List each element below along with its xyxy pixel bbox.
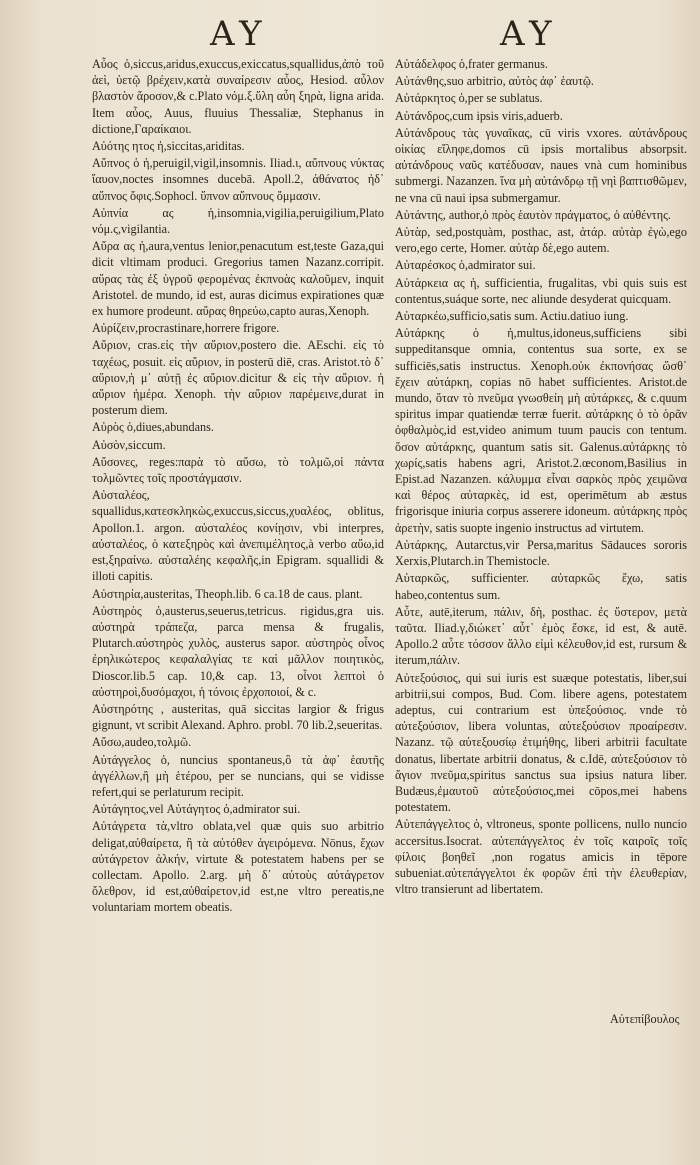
- dictionary-entry: Αὐπνία ας ἡ,insomnia,vigilia,peruigilium,Plato νόμ.ς,vigilantia.: [92, 205, 384, 237]
- dictionary-entry: Αὐσὸν,siccum.: [92, 437, 166, 452]
- catchword: Αὐτεπίβουλος: [610, 1012, 680, 1026]
- dictionary-entry: Αὐτάρκητος ὁ,per se sublatus.: [395, 91, 543, 106]
- dictionary-entry: Αὐτάγγελος ὁ, nuncius spontaneus,ὃ τὰ ἀφ᾽ ἑαυτῆς ἀγγέλλων,ἢ μὴ ἑτέρου, per se nuncians, qui se vidisse refert,qui se perlaturum recipit.: [92, 752, 384, 799]
- dictionary-entry: Αὐσταλέος, squallidus,κατεσκληκὼς,exuccus,siccus,χυαλέος, oblitus, Apollon.1. argon. αὐσταλέος κονίῃσιν, vbi interpres, αὐσταλέος, ὁ κατεξηρὸς καὶ ἀνεπιμέλητος,à verbo αὔω,id est,ξηραίνω. αὐσταλέης κεφαλῆς,in Epigram. squallidi & illoti capitis.: [92, 488, 384, 584]
- dictionary-entry: Αὐότης ητος ἡ,siccitas,ariditas.: [92, 139, 245, 154]
- dictionary-entry: Αὐτάγητος,vel Αὐτάγητος ὁ,admirator sui.: [92, 802, 301, 817]
- dictionary-entry: Αὔρα ας ἡ,aura,ventus lenior,penacutum est,teste Gaza,qui dicit vltimam produci. Gregorius tamen Nazanz.corripit. αὔρας τὰς ἐξ ὑγροῦ φερομένας ἐκπνοὰς καλοῦμεν, inquit Aristotel. de mundo, id est, auras dicimus expirationes quæ ex humore prodeunt. αὔρας θηρεύω,capto auras,Xenoph.: [92, 239, 384, 319]
- right-column: [395, 56, 687, 898]
- dictionary-entry: Αὔριον, cras.εἰς τὴν αὔριον,postero die. AEschi. εἰς τὸ ταχέως, posuit. εἰς αὔριον, in posterū diē, cras. Aristot.τὸ δ᾽ αὔριον,ἡ μ᾽ αὐτῇ ἐς αὔριον.dicitur & εἰς τὴν αὔριον. ἡ αὔριον ἡμέρα. Xenoph. τὴν αὔριον παρέμεινε,durat in posterum diem.: [92, 338, 384, 418]
- dictionary-entry: Αὐτάρκης, Autarctus,vir Persa,maritus Sādauces sororis Xerxis,Plutarch.in Themistocle.: [395, 537, 687, 569]
- dictionary-entry: Αὖος ὁ,siccus,aridus,exuccus,exiccatus,squallidus,ἀπὸ τοῦ ἀεὶ, ὑετῷ βρέχειν,κατὰ συναίρεσιν αὖος, Hesiod. αὖλον βλαστὸν ἄροσον,& c.Plato νόμ.ξ.ὕλη αὖη ξηρὰ, ligna arida. Item αὖος, Auus, fluuius Thessaliæ, Stephanus in dictione,Γαραίκαιοι.: [92, 57, 384, 136]
- dictionary-entry: Αὐτάρκεια ας ἡ, sufficientia, frugalitas, vbi quis suis est contentus,suáque sorte, nec aliunde desyderat quicquam.: [395, 275, 687, 306]
- dictionary-entry: Αὐστηρότης , austeritas, quā siccitas largior & frigus gignunt, vt scribit Alexand. Aphro. probl. 70 lib.2,seueritas.: [92, 701, 384, 733]
- dictionary-entry: Αὐρὸς ὁ,diues,abundans.: [92, 420, 214, 435]
- dictionary-entry: Αὐστηρὸς ὁ,austerus,seuerus,tetricus. rigidus,gra uis. αὐστηρὰ τράπεζα, parca mensa & frugalis, Plutarch.αὐστηρὸς χυλὸς, austerus sapor. αὐστηρὸς οἶνος ἐρηλικώτερος κεφαλαλγίας τε καὶ μᾶλλον ποιητικὸς, Dioscor.lib.5 cap. 10,& cap. 13, οἶνοι λεπτοὶ ὁ αὐστηροὶ,δυσόμαχοι, ἡ τόνοις ἐρχοποιοί, & c.: [92, 603, 384, 699]
- dictionary-entry: Αὐστηρία,austeritas, Theoph.lib. 6 ca.18 de caus. plant.: [92, 586, 363, 601]
- dictionary-entry: Αὐταρκῶς, sufficienter. αὐταρκῶς ἔχω, satis habeo,contentus sum.: [395, 571, 687, 602]
- dictionary-entry: Αὔσω,audeo,τολμῶ.: [92, 735, 192, 750]
- dictionary-entry: Αὐταρέσκος ὁ,admirator sui.: [395, 258, 536, 273]
- dictionary-entry: Αὐτεπάγγελτος ὁ, vltroneus, sponte pollicens, nullo nuncio accersitus.Isocrat. αὐτεπάγγελτος ἐν τοῖς καιροῖς τοῖς φίλοις βοηθεῖ ,non rogatus amicis in tēpore subueniat.αὐτεπάγγελτοι ἐκ φορῶν ἐπὶ τὴν ἐλευθερίαν, vltro transierunt ad libertatem.: [395, 817, 687, 897]
- dictionary-entry: Αὐτάντης, author,ὁ πρὸς ἑαυτὸν πράγματος, ὁ αὐθέντης.: [395, 207, 671, 222]
- dictionary-entry: Αὐταρκέω,sufficio,satis sum. Actiu.datiuo iung.: [395, 309, 629, 324]
- dictionary-entry: Αὐτάγρετα τὰ,vltro oblata,vel quæ quis suo arbitrio deligat,αὐθαίρετα, ἢ τὰ αὐτόθεν ἀγειρόμενα. Nōnus, ἔχων αὐτάγρετον ἀλκήν, virtute & potestatem habens per se collectam. Apollo. 2.arg. μὴ δ᾽ αὐτοὺς αὐτάγρετον ὄλεθρον, id est,αὐθαίρετον,id est,ne vltro pereatis,ne voluntariam mortem obeatis.: [92, 819, 384, 915]
- dictionary-entry: Αὐτάνδρους τὰς γυναῖκας, cū viris vxores. αὐτάνδρους οἰκίας εἴληφε,domos cū ipsis mortalibus absorpsit. αὐτάνδρους ναῦς κατέδυσαν, naues vnà cum hominibus submergi. Nazanzen. ἵνα μὴ αὐτάνδρῳ τῇ νηὶ βαπτισθῶμεν, ne vna cū naui ipsa submergamur.: [395, 125, 687, 205]
- dictionary-entry: Αὐρίζειν,procrastinare,horrere frigore.: [92, 321, 280, 336]
- dictionary-entry: Αὐτάδελφος ὁ,frater germanus.: [395, 57, 548, 71]
- left-column: [92, 56, 384, 917]
- dictionary-entry: Αὔπνος ὁ ἡ,peruigil,vigil,insomnis. Iliad.ι, αὔπνους νύκτας ἴαυον,noctes insomnes ducebā. Apoll.2, ἀθάνατος ἠδ᾽ αὔπνος ὄφις.Sophocl. ὕπνον αὔπνους ὄμμασιν.: [92, 156, 384, 203]
- running-header-left: AY: [210, 14, 268, 54]
- running-header-right: AY: [500, 14, 558, 54]
- dictionary-entry: Αὐτάνδρος,cum ipsis viris,aduerb.: [395, 108, 563, 123]
- dictionary-entry: Αὐτεξούσιος, qui sui iuris est suæque potestatis, liber,sui arbitrii,sui compos, Bud. Com. libere agens, potestatem adeptus, cui contrarium est ὑπεξούσιος. vnde τὸ αὐτεξούσιον, libera voluntas, αὐτεξούσιον προαίρεσιν. Nazanz. τῷ αὐτεξουσίῳ ἐτιμήθης, liberi arbitrii facultate donatus, libertate arbitrii donatus, & c.Idē, αὐτεξούσιον τὸ ἅγιον πνεῦμα,spiritus sanctus sua ipsius natura liber. Budæus,ἐμαυτοῦ αὐτεξούσιος,mei cōpos,mei habens potestatem.: [395, 670, 687, 815]
- dictionary-entry: Αὔσονες, reges:παρὰ τὸ αὔσω, τὸ τολμῶ,οἱ πάντα τολμῶντες τοῖς προστάγμασιν.: [92, 454, 384, 486]
- dictionary-entry: Αὐτάνθης,suo arbitrio, αὐτὸς ἀφ᾽ ἑαυτῷ.: [395, 74, 594, 89]
- dictionary-entry: Αὐτάρκης ὁ ἡ,multus,idoneus,sufficiens sibi suppeditansque omnia, contentus sua sorte, ex se sufficiēs,satis instructus. Xenoph.οὐκ ἐκπονήσας ὥσθ᾽ ἔχειν αὐτάρκη, copias nō habet sufficientes. Aristot.de mundo, ὅταν τὸ πνεῦμα γνωσθείη μὴ αὐτάρκες, & c.quum spiritus impar quatiendæ terræ fuerit. αὐτάρκης ὁ τὸ ὁρᾶν ὀφθαλμὸς,id est,video animum tuum paucis con tentum. ὅσον αὐτάρκης, quantum satis sit. Galenus.αὐτάρκης τὸ χωρίς,satis habens agri, Aristot.2.œconom,Basilius in Epist.ad Nazanzen. κάλυμμα εἶναι σαρκὸς πρὸς χειμῶνα καὶ θέρος αὐταρκὲς, id est, operimētum ab æstus frigorisque iniuria corpus asserere idoneum. αὐτάρκης πρὸς ἀρετὴν, satis suopte ingenio instructus ad virtutem.: [395, 326, 687, 535]
- dictionary-entry: Αὖτε, autē,iterum, πάλιν, δὴ, posthac. ἐς ὕστερον, μετὰ ταῦτα. Iliad.γ,διώκετ᾽ αὖτ᾽ ἐμὸς ἔσκε, id est, & autē. Apollo.2 αὖτε τόσσον ἄλλο εἰμὶ κέλευθον,id est, rursum & iterum,πάλιν.: [395, 604, 687, 668]
- dictionary-entry: Αὐτὰρ, sed,postquàm, posthac, ast, ἀτάρ. αὐτὰρ ἐγὼ,ego vero,ego certe, Homer. αὐτὰρ δὲ,ego autem.: [395, 225, 687, 256]
